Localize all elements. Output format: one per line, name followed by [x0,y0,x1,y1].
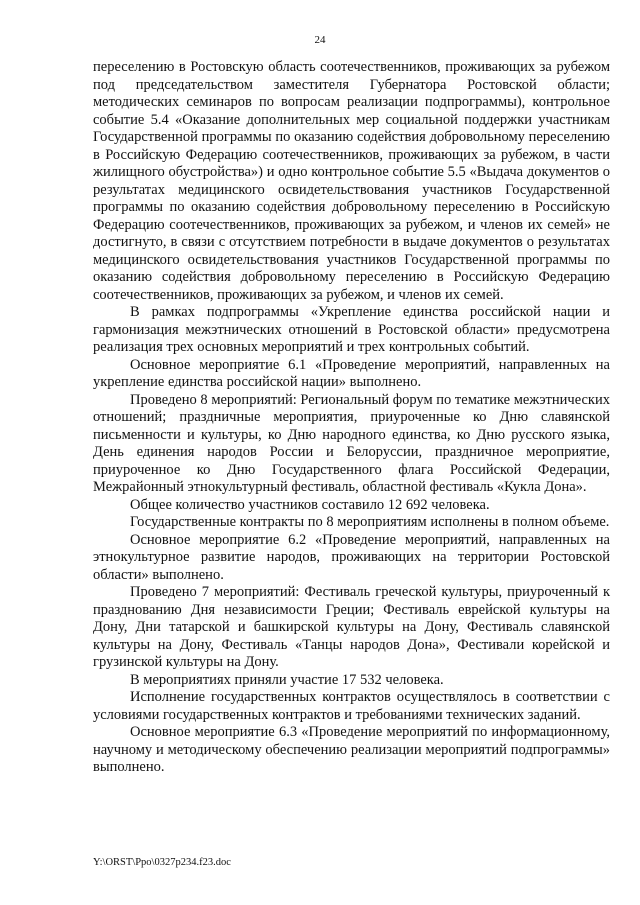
paragraph-contracts-6-2: Исполнение государственных контрактов осуществлялось в соответствии с условиями государственных контрактов и требованиями технических заданий. [93,689,610,723]
paragraph-continuation: переселению в Ростовскую область соотечественников, проживающих за рубежом под председательством заместителя Губернатора Ростовской области; методических семинаров по вопросам реализации подпрограммы), контрольное событие 5.4 «Оказание дополнительных мер социальной поддержки участникам Государственной программы по оказанию содействия добровольному переселению в Российскую Федерацию соотечественников, проживающих за рубежом, в части жилищного обустройства») и одно контрольное событие 5.5 «Выдача документов о результатах медицинского освидетельствования участников Государственной программы по оказанию содействия добровольному переселению в Российскую Федерацию соотечественников, проживающих за рубежом, и членов их семей» не достигнуто, в связи с отсутствием потребности в выдаче документов о результатах медицинского освидетельствования участников Государственной программы по оказанию содействия добровольному переселению в Российскую Федерацию соотечественников, проживающих за рубежом, и членов их семей. [93,59,610,303]
paragraph-measure-6-3: Основное мероприятие 6.3 «Проведение мероприятий по информационному, научному и методическому обеспечению реализации мероприятий подпрограммы» выполнено. [93,724,610,775]
paragraph-measure-6-1: Основное мероприятие 6.1 «Проведение мероприятий, направленных на укрепление единства российской нации» выполнено. [93,356,610,390]
paragraph-events-6-1: Проведено 8 мероприятий: Региональный форум по тематике межэтнических отношений; праздничные мероприятия, приуроченные ко Дню славянской письменности и культуры, ко Дню народного единства, ко Дню русского языка, День единения народов России и Белоруссии, праздничное мероприятие, приуроченное ко Дню Государственного флага Российской Федерации, Межрайонный этнокультурный фестиваль, областной фестиваль «Кукла Дона». [93,391,610,495]
paragraph-contracts-6-1: Государственные контракты по 8 мероприятиям исполнены в полном объеме. [130,514,610,530]
paragraph-measure-6-2: Основное мероприятие 6.2 «Проведение мероприятий, направленных на этнокультурное развитие народов, проживающих на территории Ростовской области» выполнено. [93,531,610,583]
paragraph-participants-6-2: В мероприятиях приняли участие 17 532 человека. [130,671,444,688]
document-body [93,59,610,777]
page-number: 24 [314,34,326,46]
file-path-footer: Y:\ORST\Ppo\0327p234.f23.doc [93,857,231,868]
paragraph-events-6-2: Проведено 7 мероприятий: Фестиваль греческой культуры, приуроченный к празднованию Дня независимости Греции; Фестиваль еврейской культуры на Дону, Дни татарской и башкирской культуры на Дону, Фестиваль славянской культуры на Дону, Фестиваль «Танцы народов Дона», Фестивали корейской и грузинской культуры на Дону. [93,584,610,670]
paragraph-subprogram-intro: В рамках подпрограммы «Укрепление единства российской нации и гармонизация межэтнических отношений в Ростовской области» предусмотрена реализация трех основных мероприятий и трех контрольных событий. [93,304,610,355]
paragraph-participants-6-1: Общее количество участников составило 12 692 человека. [130,496,490,513]
